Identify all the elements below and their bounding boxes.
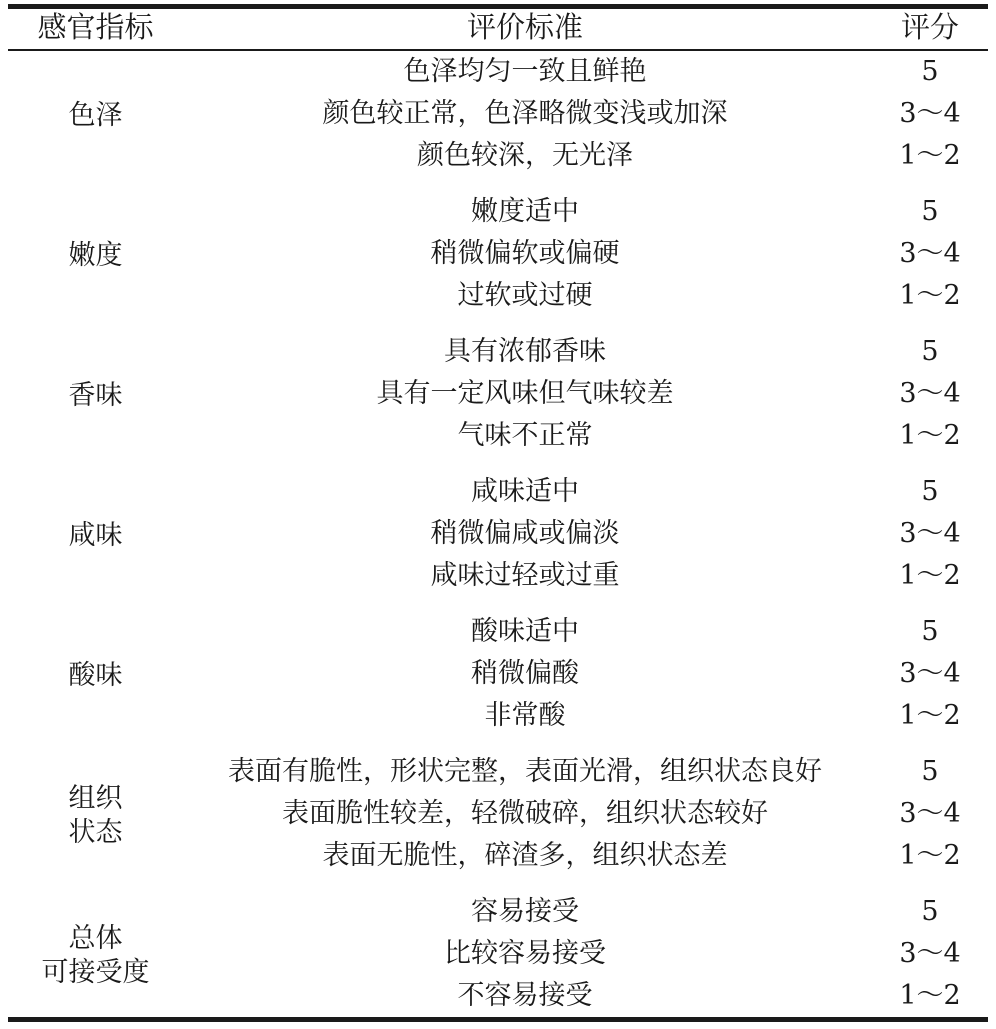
indicator-cell [8,471,183,601]
score-cell: 3～4 [899,238,961,269]
criterion-cell: 具有一定风味但气味较差 [376,378,674,409]
score-cell: 1～2 [899,140,961,171]
criterion-cell: 嫩度适中 [471,196,579,227]
header-score: 评分 [900,10,959,44]
indicator-label: 咸味 [68,520,123,551]
criterion-cell: 气味不正常 [457,420,593,451]
score-cell: 1～2 [899,280,961,311]
criterion-cell: 具有浓郁香味 [444,336,606,367]
score-cell: 3～4 [899,658,961,689]
criterion-cell: 酸味适中 [471,616,579,647]
indicator-label: 组织 [68,783,123,814]
criterion-cell: 不容易接受 [457,980,593,1011]
criterion-cell: 咸味适中 [471,476,579,507]
indicator-label: 可接受度 [41,957,150,988]
score-cell: 5 [921,196,939,227]
score-cell: 5 [921,616,939,647]
criterion-cell: 过软或过硬 [457,280,593,311]
score-cell: 3～4 [899,938,961,969]
criterion-cell: 稍微偏酸 [471,658,579,689]
header-criterion: 评价标准 [466,10,583,44]
score-cell: 5 [921,56,939,87]
criterion-cell: 表面脆性较差，轻微破碎，组织状态较好 [282,798,768,829]
indicator-label: 状态 [68,817,123,848]
indicator-cell [8,191,183,321]
score-cell: 1～2 [899,840,961,871]
criterion-cell: 稍微偏软或偏硬 [430,238,620,269]
indicator-cell [8,51,183,181]
criterion-cell: 表面有脆性，形状完整，表面光滑，组织状态良好 [228,756,822,787]
indicator-label: 总体 [68,923,123,954]
score-cell: 1～2 [899,980,961,1011]
criterion-cell: 颜色较正常，色泽略微变浅或加深 [322,98,728,129]
score-cell: 3～4 [899,518,961,549]
score-cell: 1～2 [899,700,961,731]
criterion-cell: 比较容易接受 [444,938,606,969]
indicator-cell [8,891,183,1021]
score-cell: 5 [921,336,939,367]
header-indicator: 感官指标 [37,10,154,44]
indicator-cell [8,611,183,741]
criterion-cell: 色泽均匀一致且鲜艳 [403,56,647,87]
score-cell: 5 [921,756,939,787]
criterion-cell: 容易接受 [471,896,579,927]
criterion-cell: 非常酸 [484,700,566,731]
indicator-cell [8,331,183,461]
indicator-label: 嫩度 [68,240,123,271]
score-cell: 1～2 [899,420,961,451]
score-cell: 3～4 [899,378,961,409]
indicator-label: 香味 [68,380,123,411]
table-bottom-rule [8,1017,988,1022]
criterion-cell: 表面无脆性，碎渣多，组织状态差 [322,840,728,871]
score-cell: 3～4 [899,798,961,829]
criterion-cell: 颜色较深，无光泽 [417,140,633,171]
criterion-cell: 咸味过轻或过重 [430,560,620,591]
score-cell: 1～2 [899,560,961,591]
criterion-cell: 稍微偏咸或偏淡 [430,518,620,549]
indicator-label: 色泽 [68,100,123,131]
indicator-cell [8,751,183,881]
score-cell: 3～4 [899,98,961,129]
indicator-label: 酸味 [68,660,123,691]
table-top-rule [8,4,988,9]
score-cell: 5 [921,896,939,927]
score-cell: 5 [921,476,939,507]
